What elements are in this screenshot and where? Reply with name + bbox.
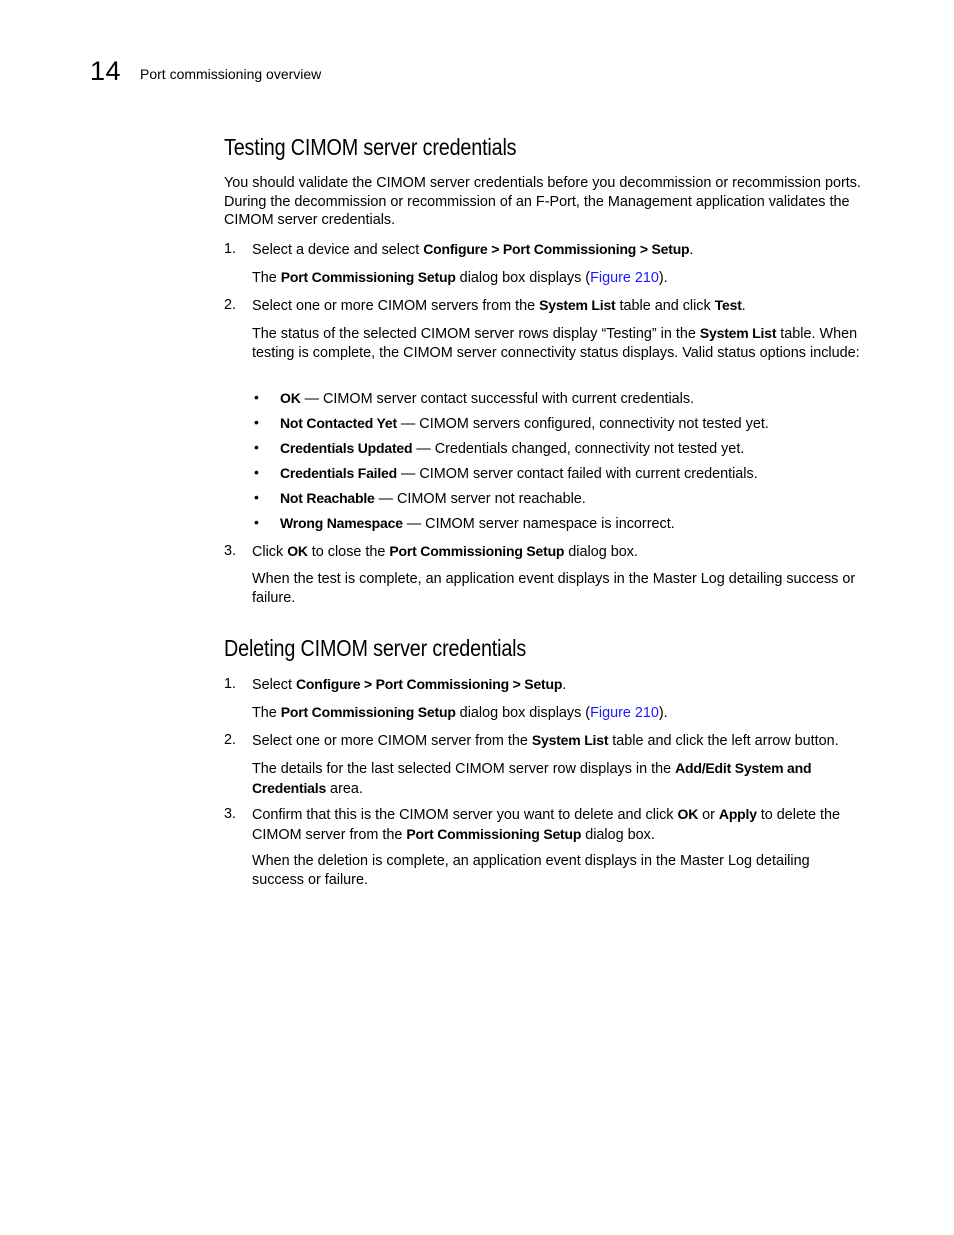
bullet-dot: • xyxy=(254,439,259,455)
step-result: The Port Commissioning Setup dialog box displays (Figure 210). xyxy=(252,269,668,286)
list-item: Not Reachable — CIMOM server not reachable. xyxy=(280,490,586,507)
bullet-dot: • xyxy=(254,514,259,530)
step-result: When the test is complete, an application event displays in the Master Log detailing success or failure. xyxy=(252,571,856,606)
step-number: 3. xyxy=(224,543,237,559)
section-heading-deleting: Deleting CIMOM server credentials xyxy=(224,635,527,661)
list-item: Wrong Namespace — CIMOM server namespace is incorrect. xyxy=(280,515,675,532)
step-result: When the deletion is complete, an application event displays in the Master Log detailing success or failure. xyxy=(252,853,810,888)
step-number: 2. xyxy=(224,732,237,748)
step-text: Select a device and select Configure > Port Commissioning > Setup. xyxy=(252,241,694,258)
chapter-number: 14 xyxy=(90,56,122,86)
list-item: OK — CIMOM server contact successful with current credentials. xyxy=(280,390,695,407)
figure-link[interactable]: Figure 210 xyxy=(590,270,659,286)
list-item: Credentials Updated — Credentials changed, connectivity not tested yet. xyxy=(280,440,745,457)
step-result: The Port Commissioning Setup dialog box displays (Figure 210). xyxy=(252,704,668,721)
section-heading-testing: Testing CIMOM server credentials xyxy=(224,134,517,160)
bullet-dot: • xyxy=(254,414,259,430)
step-text: Click OK to close the Port Commissioning Setup dialog box. xyxy=(252,543,638,560)
step-text: Confirm that this is the CIMOM server you want to delete and click OK or Apply to delete the CIMOM server from the Port Commissioning Setup dialog box. xyxy=(252,806,841,843)
bullet-dot: • xyxy=(254,464,259,480)
step-text: Select one or more CIMOM server from the System List table and click the left arrow button. xyxy=(252,732,839,749)
list-item: Not Contacted Yet — CIMOM servers configured, connectivity not tested yet. xyxy=(280,415,769,432)
bullet-dot: • xyxy=(254,489,259,505)
chapter-title: Port commissioning overview xyxy=(140,66,322,82)
step-result: The status of the selected CIMOM server rows display “Testing” in the System List table. When testing is complete, the CIMOM server connectivity status displays. Valid status options include: xyxy=(252,325,860,361)
bullet-dot: • xyxy=(254,389,259,405)
step-text: Select one or more CIMOM servers from the System List table and click Test. xyxy=(252,297,746,314)
intro-paragraph: You should validate the CIMOM server credentials before you decommission or recommission ports. During the decommission or recommission of an F-Port, the Management application validates the CIMOM server credentials. xyxy=(224,175,861,229)
step-result: The details for the last selected CIMOM server row displays in the Add/Edit System and Credentials area. xyxy=(252,760,812,797)
figure-link[interactable]: Figure 210 xyxy=(590,705,659,721)
step-number: 1. xyxy=(224,676,237,692)
step-number: 3. xyxy=(224,806,237,822)
list-item: Credentials Failed — CIMOM server contact failed with current credentials. xyxy=(280,465,758,482)
step-number: 2. xyxy=(224,297,237,313)
step-text: Select Configure > Port Commissioning > Setup. xyxy=(252,676,567,693)
step-number: 1. xyxy=(224,241,237,257)
